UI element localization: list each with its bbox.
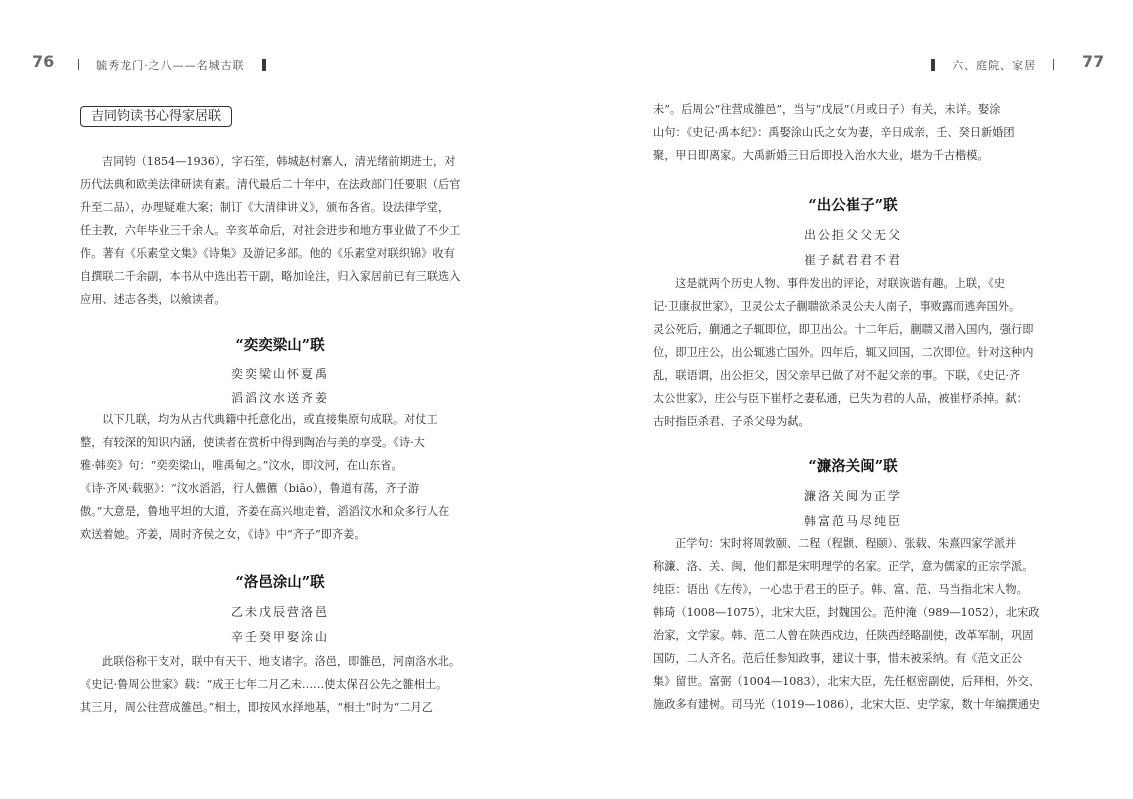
page-number-left: 76 bbox=[32, 52, 55, 71]
header-marker bbox=[931, 59, 935, 71]
running-header-right bbox=[931, 54, 1054, 73]
couplet-commentary: 正学句：宋时将周敦颐、二程（程颢、程颐）、张载、朱熹四家学派并 称濂、洛、关、闽，他们都是宋明理学的名家。正学，意为儒家的正宗学派。 纯臣：语出《左传》，一心忠于君王的臣子。韩、富、范、马当指北宋人物。 韩琦（1008—1075），北宋大臣，封魏国公。范仲淹（989—1052），北宋政 治家，文学家。韩、范二人曾在陕西戍边，任陕西经略副使，改革军制，巩固 国防，二人齐名。范后任参知政事，建议十事，惜未被采纳。有《范文正公 集》留世。富弼（1004—1083），北宋大臣，先任枢密副使，后拜相，外交、 施政多有建树。司马光（1019—1086），北宋大臣、史学家，数十年编撰通史 bbox=[653, 537, 1040, 711]
header-marker bbox=[262, 59, 266, 71]
couplet-commentary: 此联俗称干支对，联中有天干、地支诸字。洛邑，即雒邑，河南洛水北。 《史记·鲁周公世家》载：“成王七年二月乙未……使太保召公先之雒相土。 其三月，周公往营成雒邑。”相土，即按风水择地基，“相土”时为“二月乙 bbox=[80, 655, 461, 714]
intro-paragraph: 吉同钧（1854—1936），字石笙，韩城赵村寨人，清光绪前期进士，对 历代法典和欧美法律研读有素。清代最后二十年中，在法政部门任要职（后官 升至二品），办理疑难大案；制订《大清律讲义》，颁布各省。设法律学堂， 任主教，六年毕业三千余人。辛亥革命后，对社会进步和地方事业做了不少工 作。著有《乐素堂文集》《诗集》及游记多部。他的《乐素堂对联织锦》收有 自撰联二千余副，本书从中选出若干副，略加诠注，归入家居前已有三联选入 应用、述志各类，以飨读者。 bbox=[80, 155, 461, 306]
couplet-upper-line: 濂洛关闽为正学 bbox=[803, 489, 902, 503]
couplet-upper-line: 出公拒父父无父 bbox=[803, 228, 902, 242]
couplet-title: “奕奕梁山”联 bbox=[235, 337, 325, 354]
header-text-right: 六、庭院、家居 bbox=[952, 58, 1037, 72]
couplet-upper-line: 乙未戊辰营洛邑 bbox=[230, 605, 329, 619]
page-number-right: 77 bbox=[1082, 52, 1105, 71]
section-title-box: 吉同钧读书心得家居联 bbox=[80, 106, 232, 127]
couplet-title: “出公崔子”联 bbox=[808, 197, 898, 214]
couplet-title: “濂洛关闽”联 bbox=[808, 458, 898, 475]
couplet-upper-line: 奕奕梁山怀夏禹 bbox=[230, 367, 329, 381]
couplet-lower-line: 滔滔汶水送齐姜 bbox=[230, 391, 329, 405]
header-text-left: 毓秀龙门·之八——名城古联 bbox=[96, 58, 245, 72]
couplet-lower-line: 辛壬癸甲娶涂山 bbox=[230, 630, 329, 644]
couplet-commentary: 以下几联，均为从古代典籍中托意化出，或直接集原句成联。对仗工 整，有较深的知识内涵，使读者在赏析中得到陶冶与美的享受。《诗·大 雅·韩奕》句：“奕奕梁山，唯禹甸之。”汶水，即汶河，在山东省。 《诗·齐风·载驱》：“汶水滔滔，行人儦儦（biāo），鲁道有荡，齐子游 傲。”大意是，鲁地平坦的大道，齐姜在高兴地走着，滔滔汶水和众多行人在 欢送着她。齐姜，周时齐侯之女，《诗》中“齐子”即齐姜。 bbox=[80, 413, 450, 541]
running-header-left bbox=[78, 54, 266, 73]
continuation-paragraph: 未”。后周公“往营成雒邑”，当与“戊辰”（月或日子）有关，未详。娶涂 山句：《史记·禹本纪》：禹娶涂山氏之女为妻，辛日成亲，壬、癸日新婚团 聚，甲日即离家。大禹新婚三日后即投入治水大业，堪为千古楷模。 bbox=[653, 103, 1015, 162]
couplet-title: “洛邑涂山”联 bbox=[235, 574, 325, 591]
header-divider bbox=[78, 59, 79, 70]
couplet-lower-line: 崔子弑君君不君 bbox=[803, 253, 902, 267]
left-page bbox=[0, 0, 566, 799]
couplet-commentary: 这是就两个历史人物、事件发出的评论，对联诙谐有趣。上联，《史 记·卫康叔世家》，卫灵公太子蒯聩欲杀灵公夫人南子，事败露而逃奔国外。 灵公死后，蒯通之子辄即位，即卫出公。十二年后，蒯聩又潜入国内，强行即 位，即卫庄公，出公辄逃亡国外。四年后，辄又回国，二次即位。针对这种内 乱，联语谓，出公拒父，因父亲早已做了对不起父亲的事。下联，《史记·齐 太公世家》，庄公与臣下崔杼之妻私通，已失为君的人品，被崔杼杀掉。弑： 古时指臣杀君、子杀父母为弑。 bbox=[653, 277, 1034, 428]
right-page bbox=[566, 0, 1133, 799]
couplet-lower-line: 韩富范马尽纯臣 bbox=[803, 514, 902, 528]
header-divider bbox=[1053, 59, 1054, 70]
